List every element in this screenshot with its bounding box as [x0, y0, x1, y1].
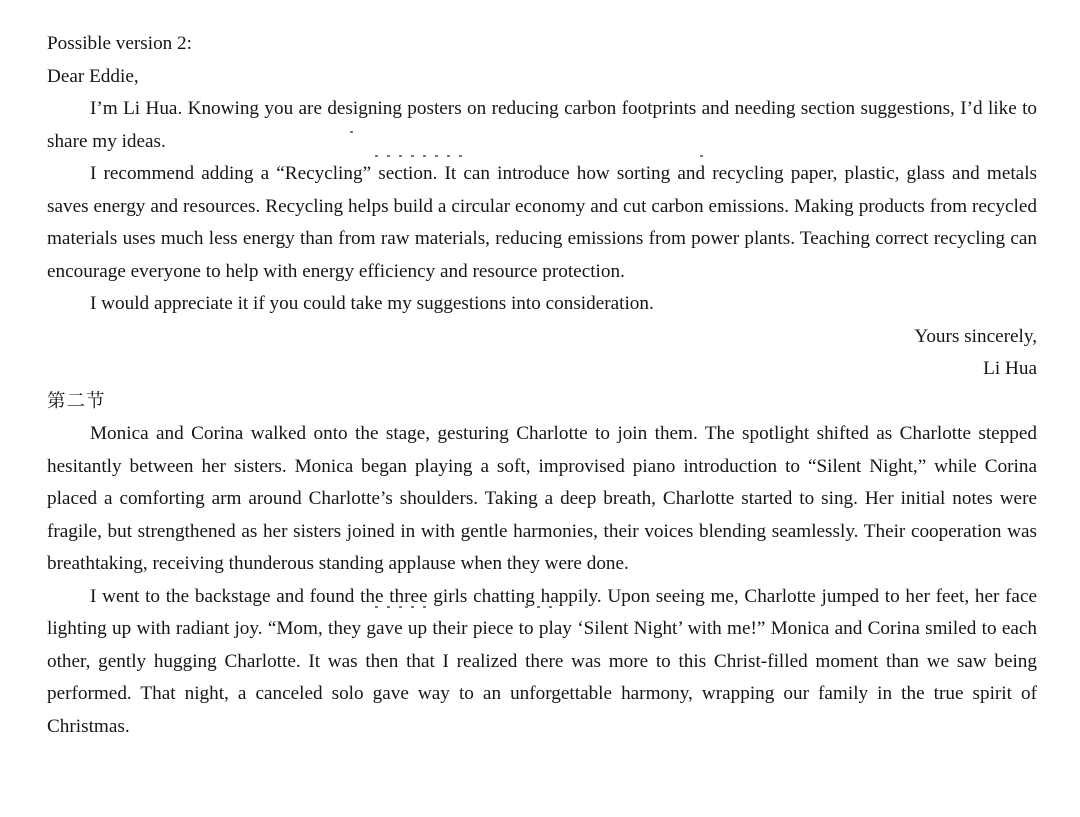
version-label: Possible version 2: [47, 33, 192, 54]
letter-paragraph: I’m Li Hua. Knowing you are designing posters on reducing carbon footprints and needing section suggestions, I’d like to share my ideas. [47, 98, 1037, 152]
story-paragraph: Monica and Corina walked onto the stage, gesturing Charlotte to join them. The spotlight shifted as Charlotte stepped hesitantly between her sisters. Monica began playing a soft, improvised piano introduction to “Silent Night,” while Corina placed a comforting arm around Charlotte’s shoulders. Taking a deep breath, Charlotte started to sing. Her initial notes were fragile, but strengthened as her sisters joined in with gentle harmonies, their voices blending seamlessly. Their cooperation was breathtaking, receiving thunderous standing applause when they were done. [47, 423, 1037, 574]
letter-greeting: Dear Eddie, [47, 65, 139, 87]
page-content [47, 28, 1037, 743]
letter-paragraph: I would appreciate it if you could take my suggestions into consideration. [90, 293, 654, 314]
letter-closing: Yours sincerely, [914, 325, 1037, 347]
letter-signature: Li Hua [983, 358, 1037, 379]
section-heading: 第二节 [47, 390, 106, 412]
story-paragraph: I went to the backstage and found the three girls chatting happily. Upon seeing me, Charlotte jumped to her feet, her face lighting up with radiant joy. “Mom, they gave up their piece to play ‘Silent Night’ with me!” Monica and Corina smiled to each other, gently hugging Charlotte. It was then that I realized there was more to this Christ-filled moment than we saw being performed. That night, a canceled solo gave way to an unforgettable harmony, wrapping our family in the true spirit of Christmas. [47, 585, 1037, 737]
letter-paragraph: I recommend adding a “Recycling” section. It can introduce how sorting and recycling paper, plastic, glass and metals saves energy and resources. Recycling helps build a circular economy and cut carbon emissions. Making products from recycled materials uses much less energy than from raw materials, reducing emissions from power plants. Teaching correct recycling can encourage everyone to help with energy efficiency and resource protection. [47, 163, 1037, 282]
